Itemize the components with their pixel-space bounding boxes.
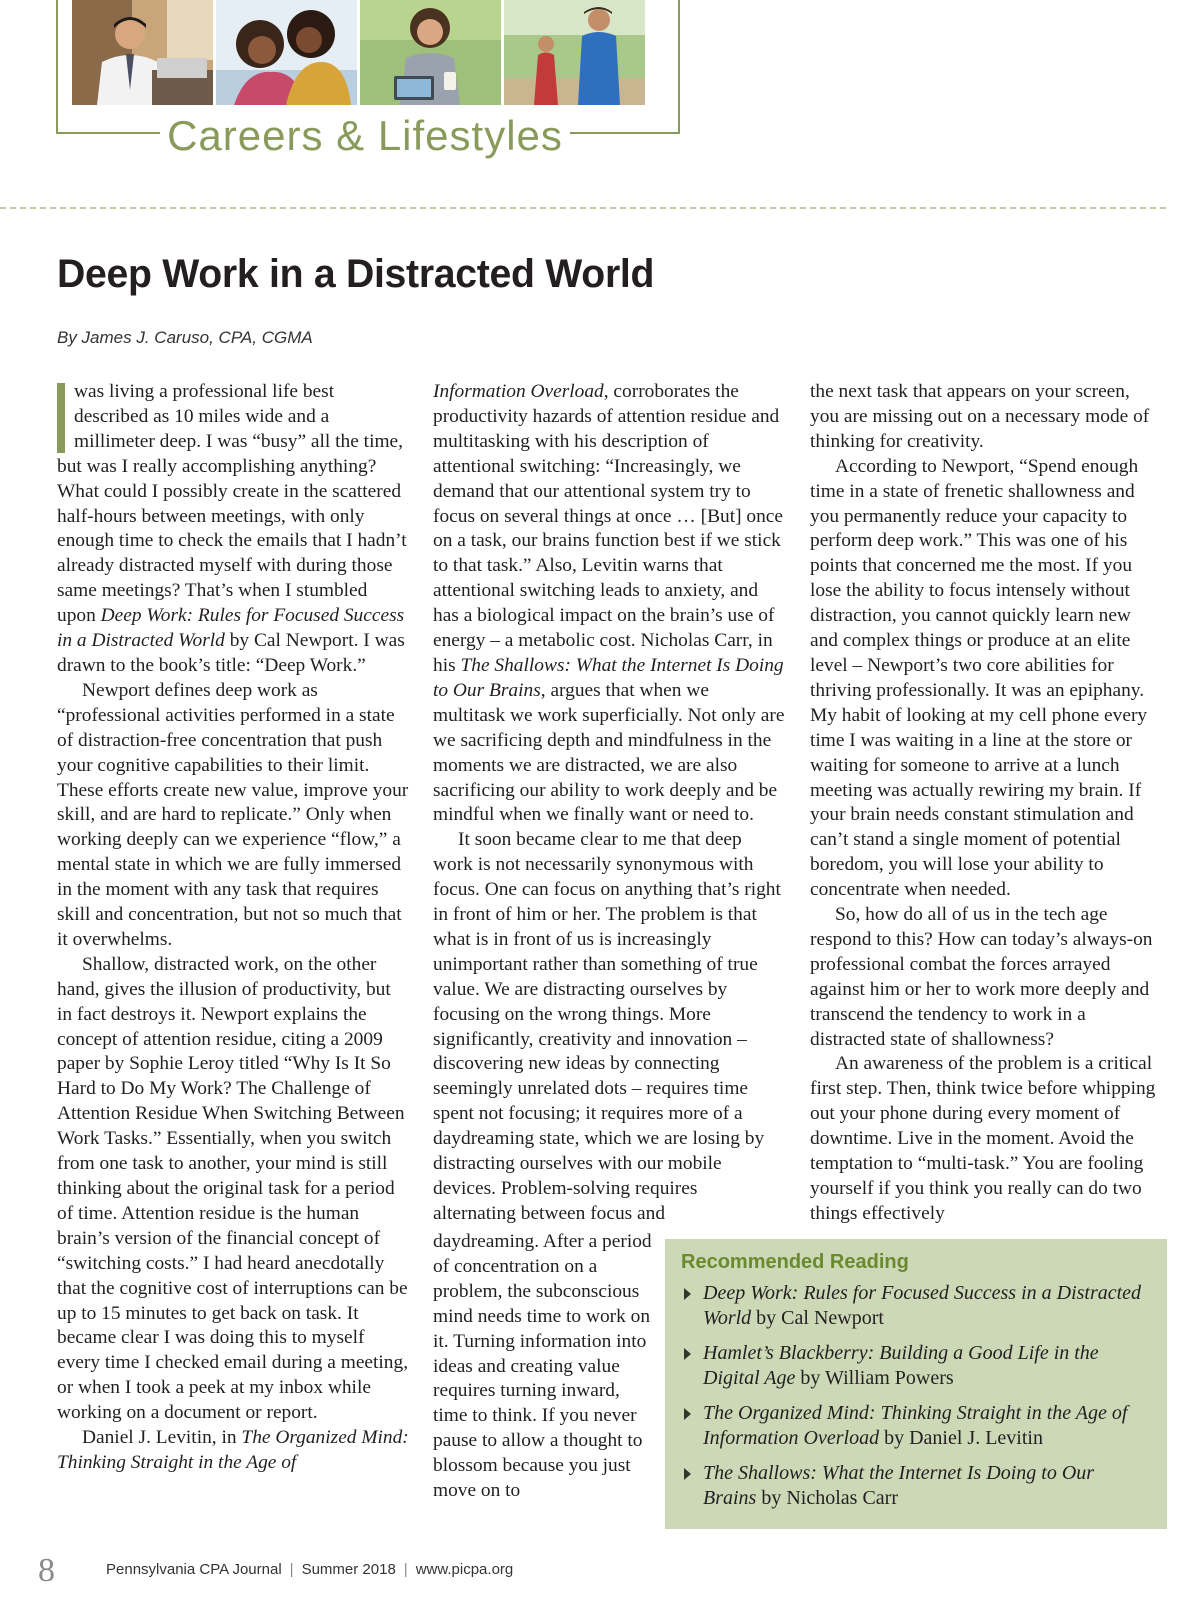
family-jogging-photo xyxy=(504,0,645,105)
page-number: 8 xyxy=(38,1552,55,1589)
article-paragraph: Newport defines deep work as “professional activities performed in a state of distraction-free concentration that push your cognitive capabilities to their limit. These efforts create new value, improve your skill, and are hard to replicate.” Only when working deeply can we experience “flow,” a mental state in which we are fully immersed in the moment with any task that requires skill and concentration, but not so much that it overwhelms. xyxy=(57,679,409,950)
recommended-book-item xyxy=(681,1341,1152,1391)
book-author: by Nicholas Carr xyxy=(756,1487,898,1509)
book-title: Deep Work: Rules for Focused Success in a Distracted World xyxy=(703,1282,1142,1329)
recommended-book-item xyxy=(681,1281,1152,1331)
book-title: Deep Work: Rules for Focused Success in a Distracted World xyxy=(57,605,405,652)
recommended-reading-title: Recommended Reading xyxy=(681,1251,909,1273)
article-paragraph: Shallow, distracted work, on the other hand, gives the illusion of productivity, but in fact destroys it. Newport explains the concept of attention residue, citing a 2009 paper by Sophie Leroy titled “Why Is It So Hard to Do My Work? The Challenge of Attention Residue When Switching Between Work Tasks.” Essentially, when you switch from one task to another, your mind is still thinking about the original task for a period of time. Attention residue is the human brain’s version of the financial concept of “switching costs.” I had heard anecdotally that the cognitive cost of interruptions can be up to 15 minutes to get back on task. It became clear I was doing this to myself every time I checked email during a meeting, or when I took a peek at my inbox while working on a document or report. xyxy=(57,953,409,1424)
book-title: Hamlet’s Blackberry: Building a Good Life in the Digital Age xyxy=(703,1342,1099,1389)
article-paragraph: So, how do all of us in the tech age respond to this? How can today’s always-on professional combat the forces arrayed against him or her to work more deeply and transcend the tendency to work in a distracted state of shallowness? xyxy=(810,904,1153,1050)
mother-and-daughter-photo xyxy=(216,0,357,105)
header-divider xyxy=(0,207,1166,209)
recommended-reading-list xyxy=(681,1281,1152,1511)
recommended-reading-box xyxy=(665,1239,1167,1529)
recommended-book-item xyxy=(681,1401,1152,1451)
triangle-bullet-icon xyxy=(684,1468,691,1480)
article-column-2 xyxy=(433,380,785,1227)
article-paragraph: Daniel J. Levitin, in The Organized Mind: Thinking Straight in the Age of xyxy=(57,1427,409,1473)
book-title: The Shallows: What the Internet Is Doing to Our Brains xyxy=(433,654,784,701)
book-title: Information Overload xyxy=(433,381,604,402)
book-title: The Shallows: What the Internet Is Doing to Our Brains xyxy=(703,1462,1095,1509)
book-author: by Cal Newport xyxy=(751,1307,884,1329)
publication-name: Pennsylvania CPA Journal xyxy=(106,1561,282,1578)
article-paragraph: It soon became clear to me that deep work is not necessarily synonymous with focus. One can focus on anything that’s right in front of him or her. The problem is that what is in front of us is increasingly unimportant rather than something of true value. We are distracting ourselves by focusing on the wrong things. More significantly, creativity and innovation – discovering new ideas by connecting seemingly unrelated dots – requires time spent not focusing; it requires more of a daydreaming state, which we are losing by distracting ourselves with our mobile devices. Problem-solving requires alternating between focus and xyxy=(433,829,781,1224)
article-paragraph: the next task that appears on your screen, you are missing out on a necessary mode of thinking for creativity. xyxy=(810,381,1150,452)
article-paragraph: Information Overload, corroborates the productivity hazards of attention residue and multitasking with his description of attentional switching: “Increasingly, we demand that our attentional system try to focus on several things at once … [But] once on a task, our brains function best if we stick to that task.” Also, Levitin warns that attentional switching leads to anxiety, and has a biological impact on the brain’s use of energy – a metabolic cost. Nicholas Carr, in his The Shallows: What the Internet Is Doing to Our Brains, argues that when we multitask we work superficially. Not only are we sacrificing depth and mindfulness in the moments we are distracted, we are also sacrificing our ability to work deeply and be mindful when we finally want or need to. xyxy=(433,381,785,826)
article-byline: By James J. Caruso, CPA, CGMA xyxy=(57,328,313,347)
book-author: by William Powers xyxy=(795,1367,954,1389)
man-at-laptop-photo xyxy=(72,0,213,105)
issue-date: Summer 2018 xyxy=(301,1561,396,1578)
article-paragraph: daydreaming. After a period of concentration on a problem, the subconscious mind needs time to work on it. Turning information into ideas and creating value requires turning inward, time to think. If you never pause to allow a thought to blossom because you just move on to xyxy=(433,1231,652,1502)
article-paragraph: An awareness of the problem is a critical first step. Then, think twice before whipping out your phone during every moment of downtime. Live in the moment. Avoid the temptation to “multi-task.” You are fooling yourself if you think you really can do two things effectively xyxy=(810,1053,1156,1224)
triangle-bullet-icon xyxy=(684,1288,691,1300)
book-title: The Organized Mind: Thinking Straight in the Age of Information Overload xyxy=(703,1402,1128,1449)
triangle-bullet-icon xyxy=(684,1348,691,1360)
footer-separator: | xyxy=(289,1561,294,1578)
drop-cap-bar xyxy=(57,383,65,453)
article-column-2-continued xyxy=(433,1230,653,1504)
book-author: by Daniel J. Levitin xyxy=(879,1427,1043,1449)
recommended-book-item xyxy=(681,1461,1152,1511)
website-link[interactable]: www.picpa.org xyxy=(415,1561,514,1578)
footer-separator: | xyxy=(403,1561,408,1578)
book-title: The Organized Mind: Thinking Straight in the Age of xyxy=(57,1427,409,1473)
article-paragraph: According to Newport, “Spend enough time in a state of frenetic shallowness and you permanently reduce your capacity to perform deep work.” This was one of his points that concerned me the most. If you lose the ability to focus intensely without distraction, you cannot quickly learn new and complex things or produce at an elite level – Newport’s two core abilities for thriving professionally. It was an epiphany. My habit of looking at my cell phone every time I was waiting in a line at the store or waiting for someone to arrive at a lunch meeting was actually rewiring my brain. If your brain needs constant stimulation and can’t stand a single moment of potential boredom, you will lose your ability to concentrate when needed. xyxy=(810,455,1148,901)
triangle-bullet-icon xyxy=(684,1408,691,1420)
article-column-1 xyxy=(57,380,409,1476)
article-paragraph: was living a professional life best described as 10 miles wide and a millimeter deep. I was “busy” all the time, but was I really accomplishing anything? What could I possibly create in the scattered half-hours between meetings, with only enough time to check the emails that I hadn’t already distracted myself with during those same meetings? That’s when I stumbled upon Deep Work: Rules for Focused Success in a Distracted World by Cal Newport. I was drawn to the book’s title: “Deep Work.” xyxy=(57,381,407,676)
section-title: Careers & Lifestyles xyxy=(160,110,570,162)
article-title: Deep Work in a Distracted World xyxy=(57,252,655,296)
woman-with-tablet-photo xyxy=(360,0,501,105)
footer-publication-line xyxy=(106,1561,513,1578)
article-column-3 xyxy=(810,380,1162,1227)
